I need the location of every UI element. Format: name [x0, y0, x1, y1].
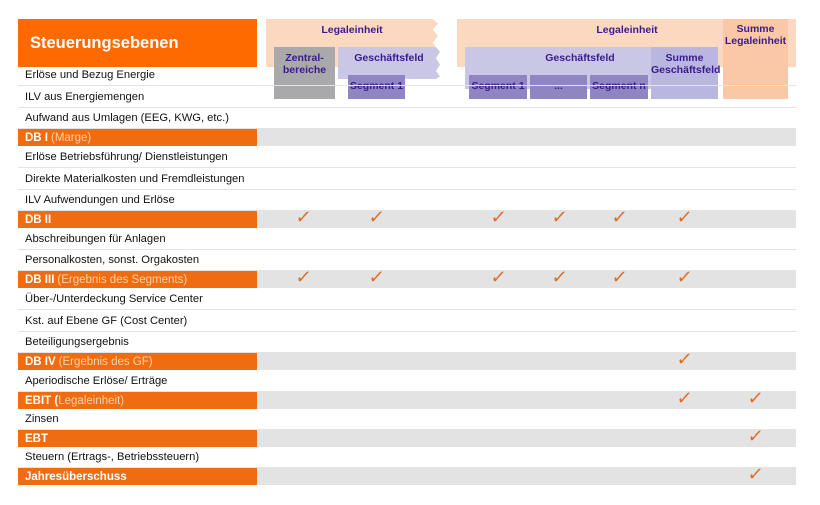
row-label — [18, 228, 257, 249]
row-label-text: Abschreibungen für Anlagen — [25, 232, 166, 245]
table-row — [18, 288, 796, 310]
row-label-text: Kst. auf Ebene GF (Cost Center) — [25, 314, 188, 327]
row-label-text: Erlöse und Bezug Energie — [25, 69, 155, 81]
checkmark-icon: ✓ — [675, 207, 694, 227]
row-label-text: DB II — [25, 213, 52, 226]
row-label — [18, 310, 257, 331]
row-label-text: Aperiodische Erlöse/ Erträge — [25, 374, 168, 387]
row-label-text: DB III — [25, 273, 55, 286]
row-label-text: Personalkosten, sonst. Orgakosten — [25, 254, 200, 266]
header-legaleinheit-left-label: Legaleinheit — [321, 24, 383, 36]
header-segment-ellipsis-label: ... — [554, 80, 563, 92]
row-label-subtext: Legaleinheit) — [58, 394, 125, 407]
checkmark-icon: ✓ — [746, 388, 765, 408]
row-label — [18, 271, 257, 288]
row-label-text: Zinsen — [25, 413, 59, 425]
checkmark-icon: ✓ — [746, 464, 765, 484]
row-label-text: Aufwand aus Umlagen (EEG, KWG, etc.) — [25, 112, 229, 124]
table-row — [18, 86, 796, 108]
header-segmentn-label: Segment n — [592, 80, 646, 92]
header-summe-legaleinheit-label: Summe Legaleinheit — [724, 23, 787, 47]
row-label-text: Über-/Unterdeckung Service Center — [25, 292, 203, 305]
row-label-text: Direkte Materialkosten und Fremdleistungen — [25, 172, 245, 185]
row-label-text: Beteiligungsergebnis — [25, 336, 129, 348]
checkmark-icon: ✓ — [367, 267, 386, 287]
checkmark-icon: ✓ — [610, 267, 629, 287]
checkmark-icon: ✓ — [294, 207, 313, 227]
row-label-subtext: (Marge) — [51, 131, 92, 144]
result-row — [18, 388, 796, 409]
row-label — [18, 146, 257, 167]
header-legaleinheit-right-label: Legaleinheit — [596, 24, 658, 36]
table-row — [18, 228, 796, 250]
checkmark-icon: ✓ — [294, 267, 313, 287]
result-row — [18, 207, 796, 228]
checkmark-icon: ✓ — [367, 207, 386, 227]
header-geschaeftsfeld-right-label: Geschäftsfeld — [545, 52, 615, 64]
table-row — [18, 447, 796, 468]
checkmark-icon: ✓ — [675, 267, 694, 287]
checkmark-icon: ✓ — [675, 349, 694, 369]
result-row — [18, 464, 796, 485]
row-label-text: EBT — [25, 432, 48, 445]
row-label — [18, 332, 257, 352]
header-summe-geschaeftsfeld-label: Summe Geschäftsfeld — [651, 52, 721, 76]
row-label-subtext: (Ergebnis des Segments) — [57, 273, 188, 286]
row-label — [18, 409, 257, 429]
checkmark-icon: ✓ — [489, 267, 508, 287]
row-label-text: ILV aus Energiemengen — [25, 90, 145, 103]
result-row — [18, 267, 796, 288]
table-row — [18, 146, 796, 168]
header-segment1-right-label: Segment 1 — [471, 80, 525, 92]
row-label-text: Erlöse Betriebsführung/ Dienstleistungen — [25, 150, 228, 163]
checkmark-icon: ✓ — [550, 207, 569, 227]
row-label-text: Steuern (Ertrags-, Betriebssteuern) — [25, 451, 200, 463]
row-label-text: DB I — [25, 131, 48, 144]
checkmark-icon: ✓ — [746, 426, 765, 446]
row-label — [18, 65, 257, 85]
header-zentralbereiche-label: Zentral- bereiche — [282, 52, 327, 76]
row-label-text: DB IV — [25, 355, 56, 368]
row-label-subtext: (Ergebnis des GF) — [58, 355, 153, 368]
table-row — [18, 310, 796, 332]
page-title: Steuerungsebenen — [18, 19, 257, 67]
row-label — [18, 430, 257, 447]
result-row — [18, 349, 796, 370]
header-geschaeftsfeld-left-label: Geschäftsfeld — [354, 52, 424, 64]
row-label — [18, 129, 257, 146]
table-row — [18, 108, 796, 129]
row-label — [18, 288, 257, 309]
row-label — [18, 392, 257, 409]
row-label — [18, 211, 257, 228]
table-row — [18, 65, 796, 86]
result-row — [18, 129, 796, 146]
row-label — [18, 468, 257, 485]
row-label-text: EBIT ( — [25, 394, 59, 407]
row-label — [18, 86, 257, 107]
checkmark-icon: ✓ — [610, 207, 629, 227]
row-label — [18, 108, 257, 128]
row-label — [18, 168, 257, 189]
header-segment1-left-label: Segment 1 — [349, 80, 404, 92]
row-label — [18, 190, 257, 210]
row-label — [18, 250, 257, 270]
result-row — [18, 426, 796, 447]
table-row — [18, 409, 796, 430]
checkmark-icon: ✓ — [489, 207, 508, 227]
row-label-text: ILV Aufwendungen und Erlöse — [25, 194, 175, 206]
row-label — [18, 370, 257, 391]
row-label — [18, 353, 257, 370]
row-label-text: Jahresüberschuss — [25, 470, 127, 483]
checkmark-icon: ✓ — [550, 267, 569, 287]
table-row — [18, 168, 796, 190]
checkmark-icon: ✓ — [675, 388, 694, 408]
row-label — [18, 447, 257, 467]
